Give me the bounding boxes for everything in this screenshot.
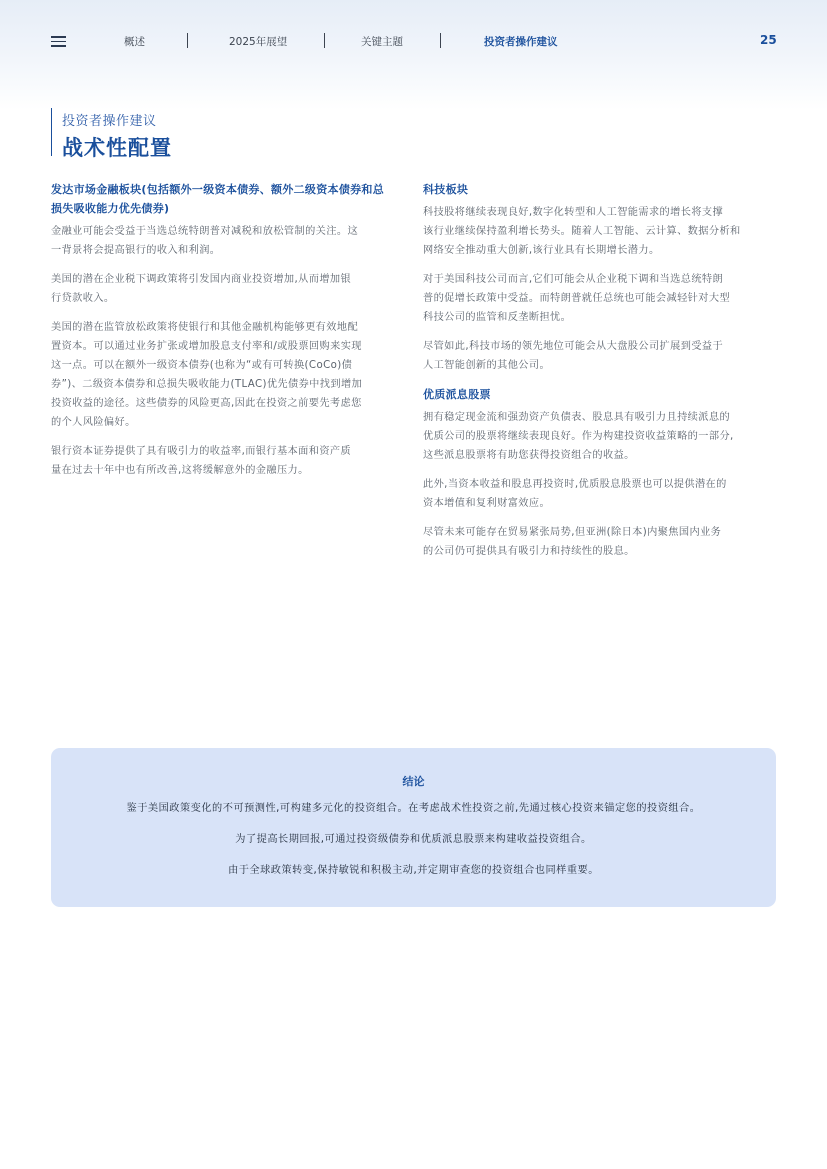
nav-item-key-themes[interactable]: 关键主题	[361, 36, 403, 48]
paragraph	[423, 475, 775, 513]
conclusion-line: 鉴于美国政策变化的不可预测性,可构建多元化的投资组合。在考虑战术性投资之前,先通过核心投资来锚定您的投资组合。	[126, 803, 701, 814]
paragraph	[51, 318, 402, 432]
text-line: 网络安全推动重大创新,该行业具有长期增长潜力。	[423, 245, 660, 256]
paragraph	[423, 203, 775, 260]
financials-heading	[51, 180, 402, 218]
heading-line: 损失吸收能力优先债券)	[51, 202, 170, 215]
text-line: 这一点。可以在额外一级资本债券(也称为“或有可转换(CoCo)债	[51, 360, 353, 371]
text-line: 投资收益的途径。这些债券的风险更高,因此在投资之前要先考虑您	[51, 398, 362, 409]
text-line: 的个人风险偏好。	[51, 417, 136, 428]
text-line: 行贷款收入。	[51, 293, 115, 304]
nav-item-outlook[interactable]: 2025年展望	[229, 36, 288, 48]
paragraph	[423, 337, 775, 375]
text-line: 这些派息股票将有助您获得投资组合的收益。	[423, 450, 635, 461]
text-line: 优质公司的股票将继续表现良好。作为构建投资收益策略的一部分,	[423, 431, 734, 442]
paragraph	[423, 270, 775, 327]
title-block	[51, 108, 172, 160]
text-line: 普的促增长政策中受益。而特朗普就任总统也可能会减轻针对大型	[423, 293, 731, 304]
heading-line: 发达市场金融板块(包括额外一级资本债券、额外二级资本债券和总	[51, 183, 385, 196]
text-line: 美国的潜在监管放松政策将使银行和其他金融机构能够更有效地配	[51, 322, 359, 333]
text-line: 金融业可能会受益于当选总统特朗普对减税和放松管制的关注。这	[51, 226, 359, 237]
paragraph	[423, 408, 775, 465]
page-number: 25	[760, 33, 777, 47]
conclusion-title: 结论	[402, 775, 425, 788]
tech-heading: 科技板块	[423, 183, 469, 196]
text-line: 科技股将继续表现良好,数字化转型和人工智能需求的增长将支撑	[423, 207, 724, 218]
text-line: 置资本。可以通过业务扩张或增加股息支付率和/或股票回购来实现	[51, 341, 362, 352]
text-line: 量在过去十年中也有所改善,这将缓解意外的金融压力。	[51, 465, 309, 476]
right-column	[423, 180, 775, 571]
dividend-stocks-heading: 优质派息股票	[423, 388, 491, 401]
nav-divider	[324, 33, 325, 48]
text-line: 拥有稳定现金流和强劲资产负债表、股息具有吸引力且持续派息的	[423, 412, 731, 423]
text-line: 对于美国科技公司而言,它们可能会从企业税下调和当选总统特朗	[423, 274, 724, 285]
nav-divider	[187, 33, 188, 48]
page-title: 战术性配置	[62, 136, 172, 160]
paragraph	[423, 523, 775, 561]
text-line: 此外,当资本收益和股息再投资时,优质股息股票也可以提供潜在的	[423, 479, 727, 490]
text-line: 银行资本证券提供了具有吸引力的收益率,而银行基本面和资产质	[51, 446, 352, 457]
top-navigation	[0, 26, 827, 58]
left-column	[51, 180, 402, 490]
text-line: 美国的潜在企业税下调政策将引发国内商业投资增加,从而增加银	[51, 274, 352, 285]
text-line: 人工智能创新的其他公司。	[423, 360, 551, 371]
text-line: 资本增值和复利财富效应。	[423, 498, 551, 509]
conclusion-line: 为了提高长期回报,可通过投资级债券和优质派息股票来构建收益投资组合。	[235, 834, 592, 845]
section-label: 投资者操作建议	[62, 114, 157, 129]
text-line: 科技公司的监管和反垄断担忧。	[423, 312, 572, 323]
nav-divider	[440, 33, 441, 48]
nav-item-investor-actions[interactable]: 投资者操作建议	[484, 36, 558, 48]
text-line: 的公司仍可提供具有吸引力和持续性的股息。	[423, 546, 635, 557]
text-line: 一背景将会提高银行的收入和利润。	[51, 245, 221, 256]
text-line: 券”)、二级资本债券和总损失吸收能力(TLAC)优先债券中找到增加	[51, 379, 363, 390]
hamburger-menu-icon[interactable]	[51, 36, 66, 47]
conclusion-line: 由于全球政策转变,保持敏锐和积极主动,并定期审查您的投资组合也同样重要。	[228, 865, 599, 876]
nav-item-overview[interactable]: 概述	[124, 36, 145, 48]
paragraph	[51, 270, 402, 308]
text-line: 尽管未来可能存在贸易紧张局势,但亚洲(除日本)内聚焦国内业务	[423, 527, 722, 538]
text-line: 尽管如此,科技市场的领先地位可能会从大盘股公司扩展到受益于	[423, 341, 724, 352]
paragraph	[51, 442, 402, 480]
conclusion-box	[51, 748, 776, 907]
text-line: 该行业继续保持盈利增长势头。随着人工智能、云计算、数据分析和	[423, 226, 741, 237]
paragraph	[51, 222, 402, 260]
